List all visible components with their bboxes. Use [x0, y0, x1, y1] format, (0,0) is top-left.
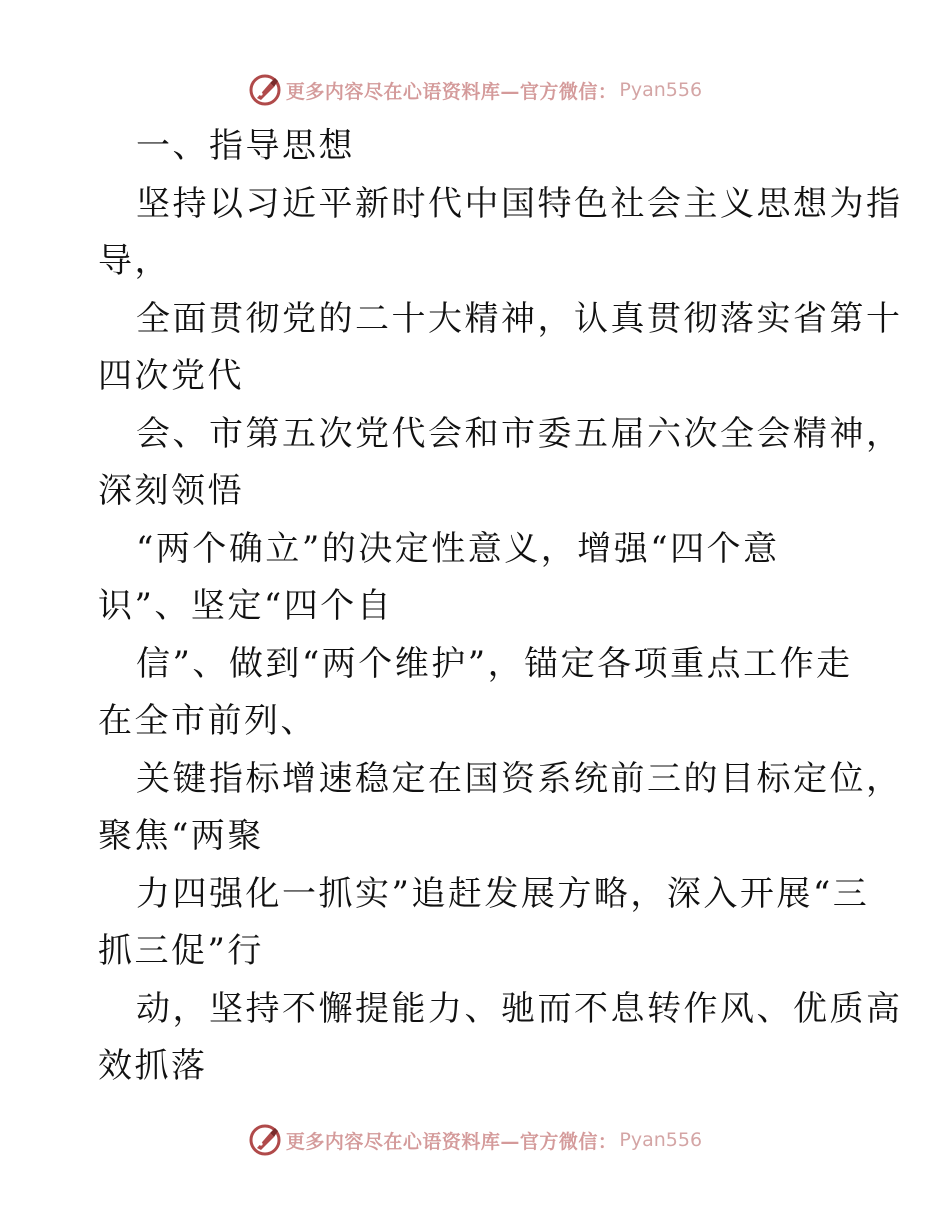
header-banner-text: 更多内容尽在心语资料库—官方微信：	[285, 80, 618, 103]
paragraph-line: 全面贯彻党的二十大精神，认真贯彻落实省第十	[136, 298, 903, 339]
paragraph-line: 识”、坚定“四个自	[98, 586, 394, 626]
paragraph-line: 坚持以习近平新时代中国特色社会主义思想为指	[136, 183, 903, 224]
paragraph-line: 效抓落	[98, 1046, 208, 1086]
paragraph-line: 动，坚持不懈提能力、驰而不息转作风、优质高	[136, 988, 903, 1029]
footer-wechat-id: Pyan556	[619, 1129, 703, 1151]
footer-banner	[0, 1120, 950, 1160]
paragraph-line: 在全市前列、	[98, 701, 317, 741]
header-wechat-id: Pyan556	[619, 79, 703, 101]
document-body	[98, 118, 903, 1096]
paragraph-line: 抓三促”行	[98, 931, 264, 971]
paragraph-line: 四次党代	[98, 356, 244, 396]
paragraph-line: 深刻领悟	[98, 471, 244, 511]
paragraph-line: 聚焦“两聚	[98, 816, 264, 856]
header-banner	[0, 70, 950, 110]
paragraph-line: 信”、做到“两个维护”，锚定各项重点工作走	[136, 643, 853, 684]
fountain-pen-logo-icon	[248, 1123, 282, 1157]
paragraph-line: “两个确立”的决定性意义，增强“四个意	[136, 528, 780, 569]
paragraph-line: 关键指标增速稳定在国资系统前三的目标定位，	[136, 758, 903, 799]
paragraph-line: 会、市第五次党代会和市委五届六次全会精神，	[136, 413, 903, 454]
paragraph-line: 力四强化一抓实”追赶发展方略，深入开展“三	[136, 873, 870, 914]
section-heading: 一、指导思想	[136, 126, 355, 166]
fountain-pen-logo-icon	[248, 73, 282, 107]
footer-banner-text: 更多内容尽在心语资料库—官方微信：	[285, 1130, 618, 1153]
paragraph-line: 导，	[98, 241, 171, 281]
